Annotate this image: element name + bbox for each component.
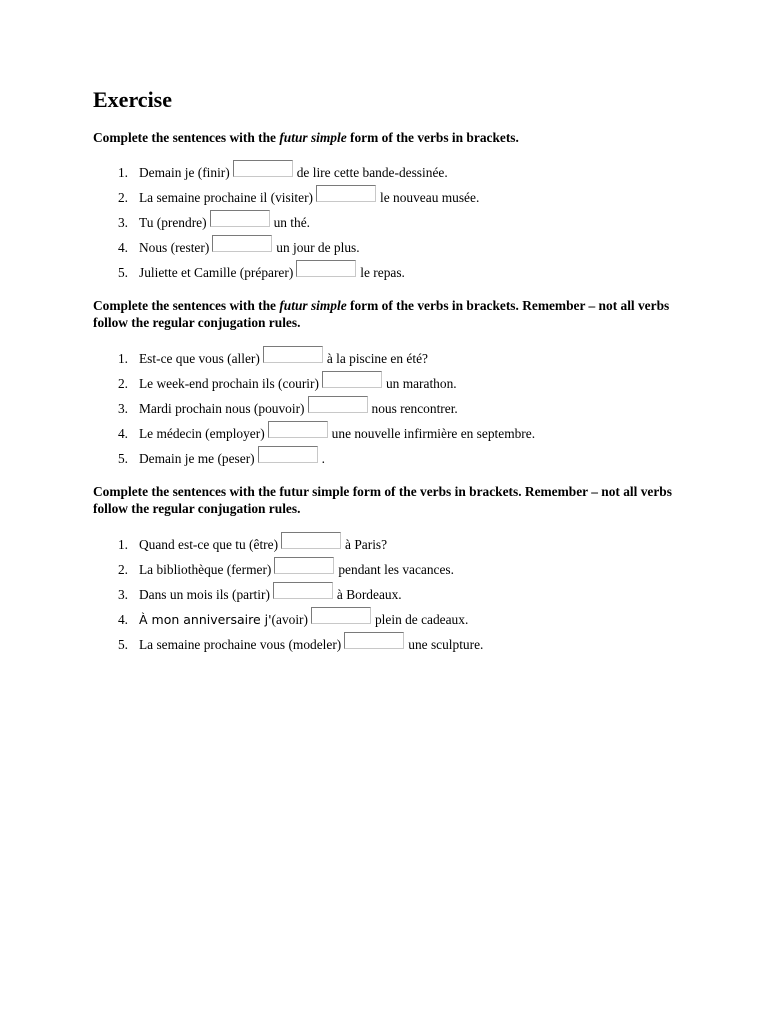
- answer-field[interactable]: [274, 557, 334, 574]
- list-item: 4. Le médecin (employer) une nouvelle infirmière en septembre.: [93, 421, 693, 446]
- list-item: 4. À mon anniversaire j' (avoir) plein de cadeaux.: [93, 607, 693, 632]
- list-item: 3. Mardi prochain nous (pouvoir) nous rencontrer.: [93, 396, 693, 421]
- list-item: 1. Est-ce que vous (aller) à la piscine en été?: [93, 346, 693, 371]
- answer-field[interactable]: [210, 210, 270, 227]
- answer-field[interactable]: [281, 532, 341, 549]
- list-item: 2. Le week-end prochain ils (courir) un marathon.: [93, 371, 693, 396]
- list-item: 2. La bibliothèque (fermer) pendant les vacances.: [93, 557, 693, 582]
- answer-field[interactable]: [322, 371, 382, 388]
- section-2-instruction: Complete the sentences with the futur simple form of the verbs in brackets. Remember – not all verbs follow the regular conjugation rules.: [93, 298, 670, 330]
- list-item: 2. La semaine prochaine il (visiter) le nouveau musée.: [93, 185, 693, 210]
- list-item: 1. Demain je (finir) de lire cette bande-dessinée.: [93, 160, 693, 185]
- answer-field[interactable]: [308, 396, 368, 413]
- answer-field[interactable]: [273, 582, 333, 599]
- list-item: 5. Juliette et Camille (préparer) le repas.: [93, 260, 693, 285]
- answer-field[interactable]: [233, 160, 293, 177]
- section-1-instruction: Complete the sentences with the futur simple form of the verbs in brackets.: [93, 130, 519, 145]
- list-item: 3. Dans un mois ils (partir) à Bordeaux.: [93, 582, 693, 607]
- list-item: 5. Demain je me (peser) .: [93, 446, 693, 471]
- answer-field[interactable]: [258, 446, 318, 463]
- list-item: 5. La semaine prochaine vous (modeler) une sculpture.: [93, 632, 693, 657]
- section-1-list: [93, 160, 693, 285]
- answer-field[interactable]: [268, 421, 328, 438]
- page-title: Exercise: [93, 87, 173, 112]
- answer-field[interactable]: [316, 185, 376, 202]
- answer-field[interactable]: [296, 260, 356, 277]
- section-2-list: [93, 346, 693, 471]
- answer-field[interactable]: [263, 346, 323, 363]
- list-item: 1. Quand est-ce que tu (être) à Paris?: [93, 532, 693, 557]
- answer-field[interactable]: [344, 632, 404, 649]
- worksheet: [93, 86, 693, 657]
- answer-field[interactable]: [311, 607, 371, 624]
- section-3-instruction: Complete the sentences with the futur simple form of the verbs in brackets. Remember – not all verbs follow the regular conjugation rules.: [93, 484, 672, 516]
- section-3-list: [93, 532, 693, 657]
- answer-field[interactable]: [212, 235, 272, 252]
- list-item: 4. Nous (rester) un jour de plus.: [93, 235, 693, 260]
- list-item: 3. Tu (prendre) un thé.: [93, 210, 693, 235]
